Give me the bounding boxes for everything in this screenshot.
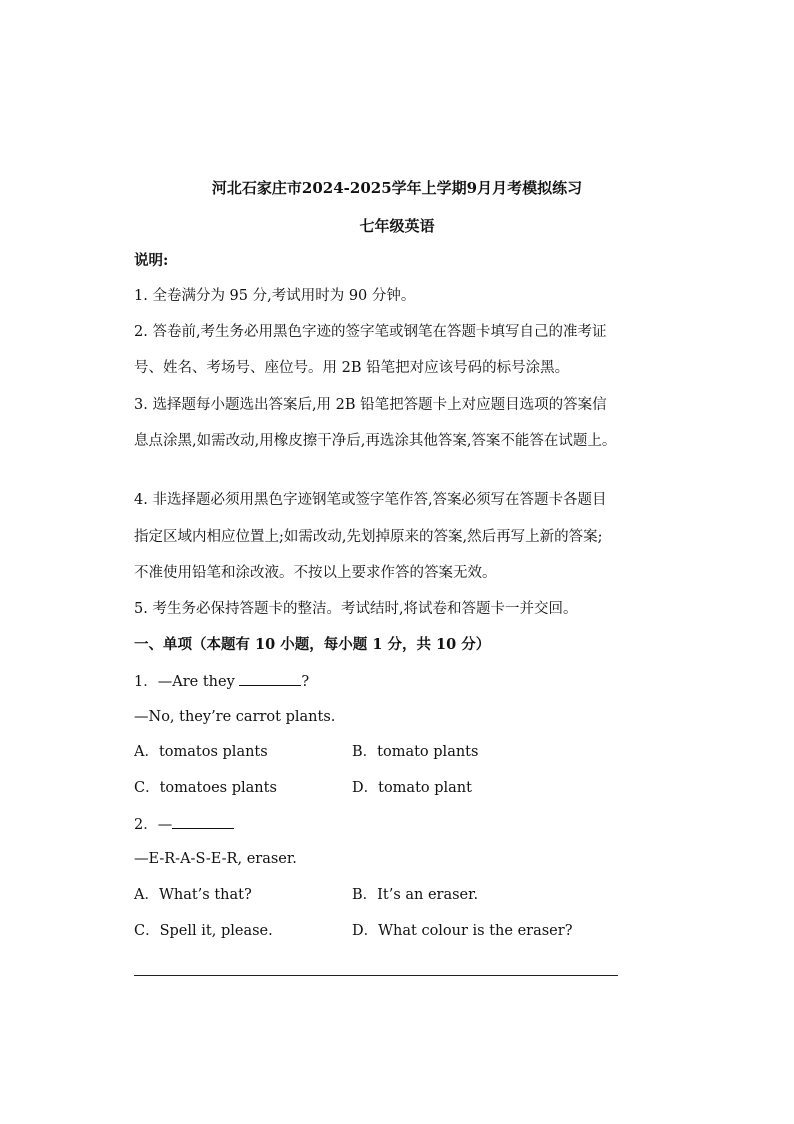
question-2-reply: —E-R-A-S-E-R, eraser. xyxy=(134,851,297,867)
notes-heading: 说明: xyxy=(134,252,169,269)
question-2-option-a: A．What’s that? xyxy=(134,887,252,903)
exam-title: 河北石家庄市2024-2025学年上学期9月月考模拟练习 xyxy=(211,179,583,197)
note-line: 3. 选择题每小题选出答案后,用 2B 铅笔把答题卡上对应题目选项的答案信 xyxy=(134,397,607,413)
note-line: 不准使用铅笔和涂改液。不按以上要求作答的答案无效。 xyxy=(134,565,497,581)
question-1-prompt-end: ? xyxy=(301,674,310,690)
question-1-option-d: D．tomato plant xyxy=(352,780,472,796)
answer-blank xyxy=(239,671,301,686)
answer-blank xyxy=(172,814,234,829)
question-2-option-d: D．What colour is the eraser? xyxy=(352,923,573,939)
question-1-reply: —No, they’re carrot plants. xyxy=(134,709,336,725)
bottom-divider xyxy=(134,975,618,976)
note-line: 息点涂黑,如需改动,用橡皮擦干净后,再选涂其他答案,答案不能答在试题上。 xyxy=(134,433,617,449)
section-heading: 一、单项（本题有 10 小题，每小题 1 分，共 10 分） xyxy=(134,636,491,653)
question-2-option-c: C．Spell it, please. xyxy=(134,923,273,939)
question-2-prompt xyxy=(134,814,234,835)
question-1-prompt-text: 1．—Are they xyxy=(134,674,240,690)
question-1-option-a: A．tomatos plants xyxy=(134,744,268,760)
note-line: 5. 考生务必保持答题卡的整洁。考试结时,将试卷和答题卡一并交回。 xyxy=(134,601,578,617)
note-line: 2. 答卷前,考生务必用黑色字迹的签字笔或钢笔在答题卡填写自己的准考证 xyxy=(134,324,607,340)
note-line: 指定区域内相应位置上;如需改动,先划掉原来的答案,然后再写上新的答案; xyxy=(134,529,603,545)
note-line: 4. 非选择题必须用黑色字迹钢笔或签字笔作答,答案必须写在答题卡各题目 xyxy=(134,492,607,508)
question-2-option-b: B．It’s an eraser. xyxy=(352,887,479,903)
note-line: 1. 全卷满分为 95 分,考试用时为 90 分钟。 xyxy=(134,288,416,304)
question-2-prompt-text: 2．— xyxy=(134,817,173,833)
question-1-option-c: C．tomatoes plants xyxy=(134,780,277,796)
question-1-prompt xyxy=(134,671,309,692)
question-1-option-b: B．tomato plants xyxy=(352,744,479,760)
note-line: 号、姓名、考场号、座位号。用 2B 铅笔把对应该号码的标号涂黑。 xyxy=(134,360,570,376)
exam-subject: 七年级英语 xyxy=(359,217,435,235)
